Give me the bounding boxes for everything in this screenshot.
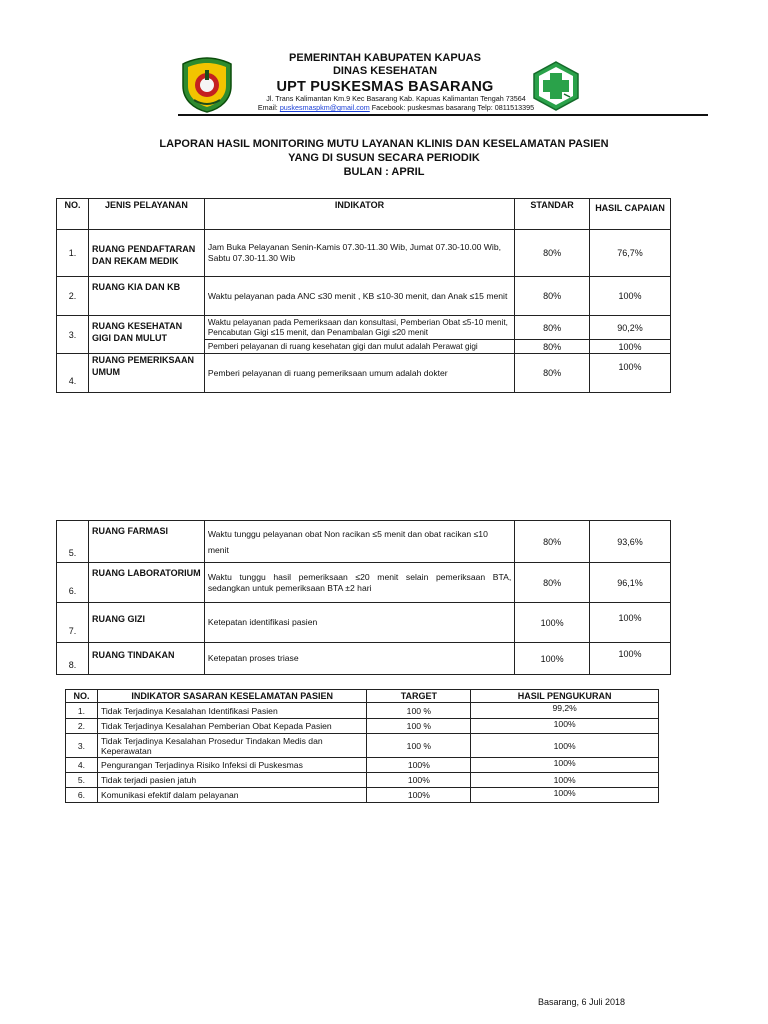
- row-standard: 80%: [515, 563, 590, 603]
- letterhead-rule: [178, 114, 708, 116]
- row-standard: 100%: [515, 643, 590, 675]
- col-service: JENIS PELAYANAN: [88, 199, 204, 230]
- row-standard: 80%: [515, 316, 590, 340]
- row-target: 100%: [367, 758, 471, 773]
- row-no: 2.: [66, 719, 98, 734]
- row-indicator: Tidak Terjadinya Kesalahan Identifikasi Pasien: [97, 703, 366, 719]
- row-target: 100 %: [367, 719, 471, 734]
- row-result: 100%: [471, 758, 659, 773]
- row-service: RUANG TINDAKAN: [88, 643, 204, 675]
- table-row: [66, 788, 659, 803]
- email-link[interactable]: puskesmaspkm@gmail.com: [279, 103, 370, 112]
- row-service: RUANG KESEHATAN GIGI DAN MULUT: [88, 316, 204, 354]
- row-result: 93,6%: [590, 521, 671, 563]
- row-no: 5.: [57, 521, 89, 563]
- table-header-row: [66, 690, 659, 703]
- report-title: LAPORAN HASIL MONITORING MUTU LAYANAN KLINIS DAN KESELAMATAN PASIEN: [159, 138, 609, 150]
- row-service: RUANG GIZI: [88, 603, 204, 643]
- row-standard: 80%: [515, 230, 590, 277]
- row-indicator: Komunikasi efektif dalam pelayanan: [97, 788, 366, 803]
- row-indicator: Pemberi pelayanan di ruang pemeriksaan umum adalah dokter: [204, 354, 514, 393]
- row-result: 96,1%: [590, 563, 671, 603]
- service-quality-table: [56, 198, 671, 393]
- contact-line: [236, 103, 556, 113]
- row-indicator: Jam Buka Pelayanan Senin-Kamis 07.30-11.30 Wib, Jumat 07.30-10.00 Wib, Sabtu 07.30-11.30 Wib: [204, 230, 514, 277]
- row-indicator: Waktu tunggu pelayanan obat Non racikan ≤5 menit dan obat racikan ≤10 menit: [204, 521, 514, 563]
- puskesmas-logo-icon: [530, 60, 582, 112]
- row-no: 1.: [66, 703, 98, 719]
- row-result: 76,7%: [590, 230, 671, 277]
- report-subtitle: YANG DI SUSUN SECARA PERIODIK: [288, 152, 480, 164]
- row-result: 90,2%: [590, 316, 671, 340]
- table-row: [57, 316, 671, 340]
- table-row: [66, 758, 659, 773]
- row-service: RUANG LABORATORIUM: [88, 563, 204, 603]
- row-no: 8.: [57, 643, 89, 675]
- row-no: 4.: [66, 758, 98, 773]
- row-no: 3.: [66, 734, 98, 758]
- report-month: BULAN : APRIL: [343, 166, 425, 178]
- row-service: RUANG KIA DAN KB: [88, 277, 204, 316]
- row-standard: 80%: [515, 340, 590, 354]
- row-no: 6.: [66, 788, 98, 803]
- table-row: [57, 277, 671, 316]
- col-result: HASIL CAPAIAN: [590, 199, 671, 230]
- department-name: DINAS KESEHATAN: [332, 65, 438, 77]
- col-measurement: HASIL PENGUKURAN: [471, 690, 659, 703]
- row-target: 100 %: [367, 703, 471, 719]
- table-row: [57, 643, 671, 675]
- letterhead: [220, 52, 550, 96]
- row-result: 100%: [590, 643, 671, 675]
- table-row: [57, 230, 671, 277]
- row-indicator: Tidak terjadi pasien jatuh: [97, 773, 366, 788]
- row-indicator: Waktu pelayanan pada Pemeriksaan dan konsultasi, Pemberian Obat ≤5-10 menit, Pencabutan Gigi ≤15 menit, dan Penambalan Gigi ≤20 menit: [204, 316, 514, 340]
- row-no: 2.: [57, 277, 89, 316]
- table-row: [66, 703, 659, 719]
- row-standard: 80%: [515, 521, 590, 563]
- row-result: 100%: [590, 354, 671, 393]
- address: Jl. Trans Kalimantan Km.9 Kec Basarang Kab. Kapuas Kalimantan Tengah 73564: [266, 94, 526, 103]
- row-no: 3.: [57, 316, 89, 354]
- government-name: PEMERINTAH KABUPATEN KAPUAS: [289, 52, 481, 64]
- row-standard: 80%: [515, 354, 590, 393]
- row-no: 4.: [57, 354, 89, 393]
- row-target: 100%: [367, 788, 471, 803]
- row-result: 99,2%: [471, 703, 659, 719]
- col-indicator: INDIKATOR: [204, 199, 514, 230]
- row-indicator: Tidak Terjadinya Kesalahan Prosedur Tindakan Medis dan Keperawatan: [97, 734, 366, 758]
- col-indicator: INDIKATOR SASARAN KESELAMATAN PASIEN: [97, 690, 366, 703]
- row-result: 100%: [590, 277, 671, 316]
- social-phone: Facebook: puskesmas basarang Telp: 0811513395: [371, 103, 535, 112]
- row-indicator: Ketepatan identifikasi pasien: [204, 603, 514, 643]
- col-target: TARGET: [367, 690, 471, 703]
- row-result: 100%: [590, 340, 671, 354]
- col-no: NO.: [66, 690, 98, 703]
- row-indicator: Ketepatan proses triase: [204, 643, 514, 675]
- row-indicator: Pengurangan Terjadinya Risiko Infeksi di Puskesmas: [97, 758, 366, 773]
- row-target: 100 %: [367, 734, 471, 758]
- table-header-row: [57, 199, 671, 230]
- row-no: 6.: [57, 563, 89, 603]
- table-row: [66, 719, 659, 734]
- table-row: [57, 521, 671, 563]
- row-service: RUANG PEMERIKSAAN UMUM: [88, 354, 204, 393]
- row-no: 1.: [57, 230, 89, 277]
- table-row: [57, 603, 671, 643]
- col-standard: STANDAR: [515, 199, 590, 230]
- row-target: 100%: [367, 773, 471, 788]
- row-result: 100%: [471, 734, 659, 758]
- patient-safety-table: [65, 689, 659, 803]
- email-label: Email:: [257, 103, 278, 112]
- row-result: 100%: [590, 603, 671, 643]
- row-service: RUANG FARMASI: [88, 521, 204, 563]
- row-indicator: Waktu tunggu hasil pemeriksaan ≤20 menit selain pemeriksaan BTA, sedangkan untuk pemeriksaan BTA ±2 hari: [204, 563, 514, 603]
- row-service: RUANG PENDAFTARAN DAN REKAM MEDIK: [88, 230, 204, 277]
- table-row: [66, 734, 659, 758]
- row-no: 7.: [57, 603, 89, 643]
- table-row: [66, 773, 659, 788]
- row-standard: 80%: [515, 277, 590, 316]
- institution-name: UPT PUSKESMAS BASARANG: [276, 79, 494, 95]
- row-result: 100%: [471, 788, 659, 803]
- table-row: [57, 563, 671, 603]
- row-result: 100%: [471, 773, 659, 788]
- col-no: NO.: [57, 199, 89, 230]
- row-indicator: Tidak Terjadinya Kesalahan Pemberian Obat Kepada Pasien: [97, 719, 366, 734]
- row-indicator: Pemberi pelayanan di ruang kesehatan gigi dan mulut adalah Perawat gigi: [204, 340, 514, 354]
- service-quality-table-continued: [56, 520, 671, 675]
- row-no: 5.: [66, 773, 98, 788]
- place-date: Basarang, 6 Juli 2018: [538, 997, 626, 1007]
- row-result: 100%: [471, 719, 659, 734]
- table-row: [57, 354, 671, 393]
- row-indicator: Waktu pelayanan pada ANC ≤30 menit , KB ≤10-30 menit, dan Anak ≤15 menit: [204, 277, 514, 316]
- row-standard: 100%: [515, 603, 590, 643]
